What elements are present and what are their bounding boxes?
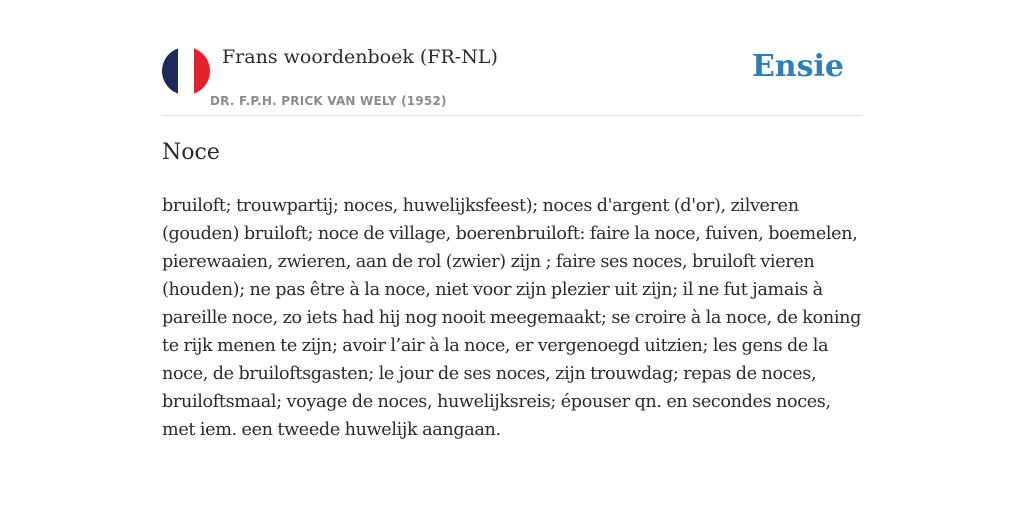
france-flag-icon <box>162 47 210 95</box>
dictionary-header <box>162 40 862 116</box>
entry-word: Noce <box>162 140 220 165</box>
dictionary-title[interactable]: Frans woordenboek (FR-NL) <box>222 46 498 68</box>
entry-definition: bruiloft; trouwpartij; noces, huwelijksfeest); noces d'argent (d'or), zilveren (gouden) bruiloft; noce de village, boerenbruiloft: faire la noce, fuiven, boemelen, pierewaaien, zwieren, aan de rol (zwier) zijn ; faire ses noces, bruiloft vieren (houden); ne pas être à la noce, niet voor zijn plezier uit zijn; il ne fut jamais à pareille noce, zo iets had hij nog nooit meegemaakt; se croire à la noce, de koning te rijk menen te zijn; avoir l’air à la noce, er vergenoegd uitzien; les gens de la noce, de bruiloftsgasten; le jour de ses noces, zijn trouwdag; repas de noces, bruiloftsmaal; voyage de noces, huwelijksreis; épouser qn. en secondes noces, met iem. een tweede huwelijk aangaan. <box>162 196 861 440</box>
flag-stripe-red <box>194 47 210 95</box>
dictionary-author: DR. F.P.H. PRICK VAN WELY (1952) <box>210 94 447 108</box>
flag-stripe-white <box>178 47 194 95</box>
brand-logo[interactable]: Ensie <box>751 49 844 84</box>
dictionary-card <box>162 40 862 440</box>
flag-stripe-blue <box>162 47 178 95</box>
